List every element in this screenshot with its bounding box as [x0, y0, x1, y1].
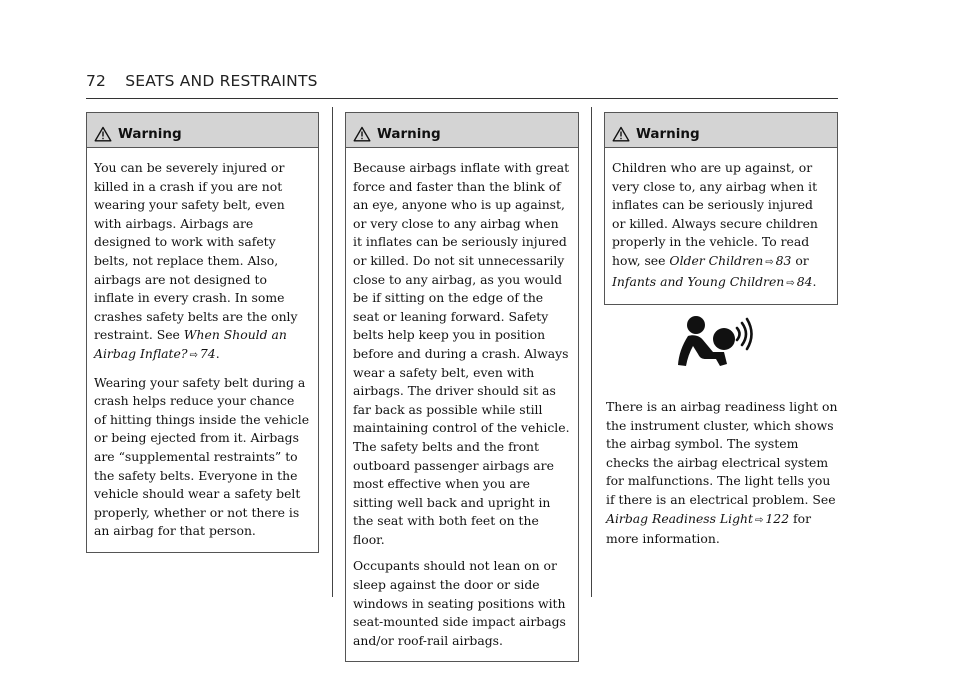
warning-paragraph: Wearing your safety belt during a crash helps reduce your chance of hitting things inside the vehicle or being ejected from it. Airbags are “supplemental restraints” to the safety belts. Everyone in the vehicle should wear a safety belt properly, whether or not there is an airbag for that person. [94, 374, 310, 539]
warning-text-end: . [215, 345, 220, 361]
body-text-end: for more information. [606, 510, 811, 547]
warning-text: You can be severely injured or killed in a crash if you are not wearing your safety belt, even with airbags. Airbags are designed to work with safety belts, not replace them. Also, airbags are not designed to inflate in every crash. In some crashes safety belts are the only restraint. See [94, 160, 298, 343]
warning-text: Children who are up against, or very close to, any airbag when it inflates can be seriously injured or killed. Always secure children properly in the vehicle. To read how, see [612, 160, 818, 268]
page-reference[interactable]: 74 [199, 345, 216, 361]
warning-title: Warning [118, 126, 182, 142]
warning-box [86, 112, 319, 553]
warning-body [605, 148, 837, 304]
body-text: There is an airbag readiness light on the instrument cluster, which shows the airbag symbol. The system checks the airbag electrical system for malfunctions. The light tells you if there is an electrical problem. See [606, 399, 838, 507]
warning-header [605, 113, 837, 148]
page-reference-arrow-icon: ⇨ [755, 514, 764, 526]
warning-title: Warning [636, 126, 700, 142]
warning-triangle-icon [612, 126, 630, 142]
warning-paragraph: Because airbags inflate with great force and faster than the blink of an eye, anyone who is up against, or very close to any airbag when it inflates can be seriously injured or killed. Do not sit unnecessarily close to any airbag, as you would be if sitting on the edge of the seat or leaning forward. Safety belts help keep you in position before and during a crash. Always wear a safety belt, even with airbags. The driver should sit as far back as possible while still maintaining control of the vehicle. The safety belts and the front outboard passenger airbags are most effective when you are sitting well back and upright in the seat with both feet on the floor. [353, 160, 570, 547]
warning-text-end: . [812, 273, 817, 289]
section-title: SEATS AND RESTRAINTS [125, 72, 318, 90]
header-rule [86, 98, 838, 99]
warning-box [604, 112, 838, 305]
page-reference[interactable]: 122 [765, 510, 790, 526]
warning-paragraph [94, 159, 310, 366]
warning-body [346, 148, 578, 661]
column-left [86, 112, 319, 553]
body-paragraph [606, 398, 838, 549]
warning-triangle-icon [94, 126, 112, 142]
page-reference-arrow-icon: ⇨ [786, 277, 795, 289]
warning-triangle-icon [353, 126, 371, 142]
warning-paragraph: Occupants should not lean on or sleep against the door or side windows in seating positions with seat-mounted side impact airbags and/or roof-rail airbags. [353, 558, 566, 648]
warning-header [346, 113, 578, 148]
warning-header [87, 113, 318, 148]
warning-body [87, 148, 318, 552]
page-reference[interactable]: 84 [796, 273, 813, 289]
warning-title: Warning [377, 126, 441, 142]
warning-text: or [791, 252, 809, 268]
column-right [604, 112, 838, 547]
page-reference-arrow-icon: ⇨ [189, 349, 198, 361]
warning-box [345, 112, 579, 662]
column-divider [591, 107, 592, 597]
cross-reference-link[interactable]: Older Children [669, 252, 764, 268]
cross-reference-link[interactable]: When Should an Airbag Inflate? [94, 327, 287, 361]
column-middle [345, 112, 579, 662]
page-number: 72 [86, 72, 107, 90]
airbag-readiness-symbol-icon [676, 314, 754, 372]
page-reference-arrow-icon: ⇨ [765, 256, 774, 268]
page-reference[interactable]: 83 [775, 252, 792, 268]
cross-reference-link[interactable]: Airbag Readiness Light [606, 510, 754, 526]
column-divider [332, 107, 333, 597]
cross-reference-link[interactable]: Infants and Young Children [612, 273, 785, 289]
page-header [86, 72, 318, 90]
warning-paragraph [612, 159, 829, 293]
